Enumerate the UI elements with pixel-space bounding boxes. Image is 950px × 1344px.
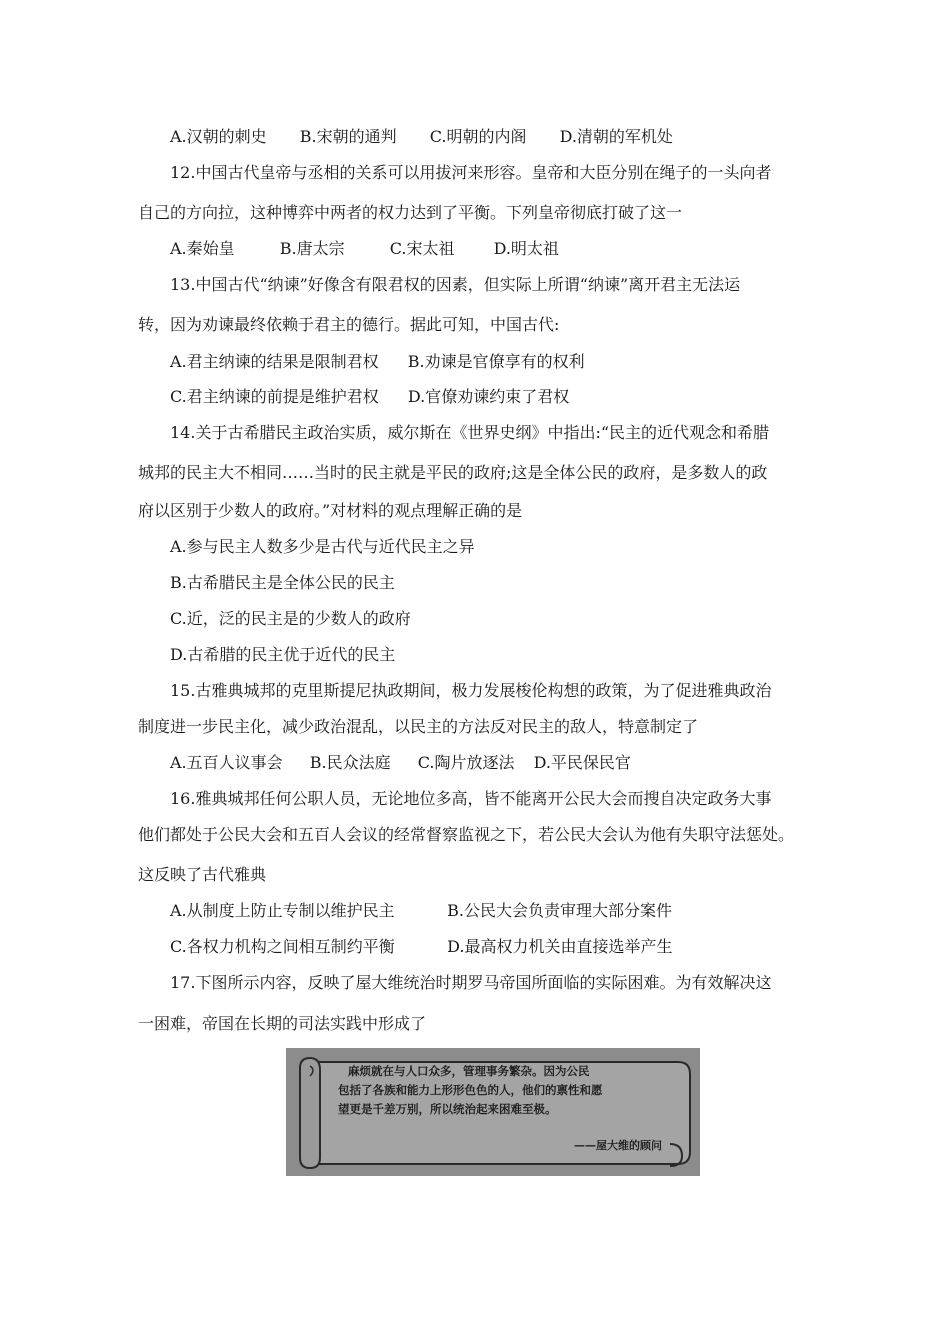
q14-stem-line1: 14.关于古希腊民主政治实质，威尔斯在《世界史纲》中指出:“民主的近代观念和希腊 [170, 423, 770, 442]
q14-stem-line2: 城邦的民主大不相同……当时的民主就是平民的政府;这是全体公民的政府，是多数人的政 [138, 463, 768, 482]
option-b: B.宋朝的通判 [299, 127, 397, 146]
q17-stem-line2: 一困难，帝国在长期的司法实践中形成了 [138, 1014, 427, 1033]
scroll-quote-figure [286, 1048, 700, 1176]
q12-stem-line1: 12.中国古代皇帝与丞相的关系可以用拔河来形容。皇帝和大臣分别在绳子的一头向者 [170, 163, 772, 182]
q13-options-row2 [170, 386, 569, 408]
q13-stem-line2: 转，因为劝谏最终依赖于君主的德行。据此可知，中国古代: [138, 315, 560, 334]
q14-option-a: A.参与民主人数多少是古代与近代民主之异 [170, 537, 475, 556]
q16-stem-line2: 他们都处于公民大会和五百人会议的经常督察监视之下，若公民大会认为他有失职守法惩处。 [138, 825, 795, 844]
option-b: B.劝谏是官僚享有的权利 [407, 352, 585, 371]
scroll-text-line1: 麻烦就在与人口众多，管理事务繁杂。因为公民 [348, 1064, 590, 1078]
option-c: C.陶片放逐法 [417, 753, 515, 772]
option-a: A.从制度上防止专制以维护民主 [170, 901, 395, 920]
q14-stem-line3: 府以区别于少数人的政府。”对材料的观点理解正确的是 [138, 501, 523, 520]
option-d: D.明太祖 [493, 239, 559, 258]
option-b: B.公民大会负责审理大部分案件 [447, 901, 672, 920]
q16-stem-line3: 这反映了古代雅典 [138, 865, 267, 884]
scroll-text-line3: 望更是千差万别，所以统治起来困难至极。 [338, 1102, 557, 1116]
q15-options [170, 752, 631, 774]
q16-options-row1 [170, 900, 672, 922]
option-b: B.唐太宗 [279, 239, 345, 258]
q13-options-row1 [170, 351, 585, 373]
option-b: B.民众法庭 [309, 753, 391, 772]
option-c: C.君主纳谏的前提是维护君权 [170, 387, 379, 406]
q16-stem-line1: 16.雅典城邦任何公职人员，无论地位多高，皆不能离开公民大会而搜自决定政务大事 [170, 789, 772, 808]
option-d: D.最高权力机关由直接选举产生 [447, 937, 673, 956]
option-a: A.五百人议事会 [170, 753, 283, 772]
q14-option-d: D.古希腊的民主优于近代的民主 [170, 645, 396, 664]
option-c: C.各权力机构之间相互制约平衡 [170, 937, 395, 956]
q14-option-c: C.近，泛的民主是的少数人的政府 [170, 609, 411, 628]
option-a: A.秦始皇 [170, 239, 235, 258]
q15-stem-line2: 制度进一步民主化，减少政治混乱，以民主的方法反对民主的敌人，特意制定了 [138, 717, 699, 736]
option-c: C.宋太祖 [389, 239, 455, 258]
option-c: C.明朝的内阁 [429, 127, 527, 146]
option-d: D.清朝的军机处 [559, 127, 673, 146]
q11-options [170, 126, 673, 148]
q17-stem-line1: 17.下图所示内容，反映了屋大维统治时期罗马帝国所面临的实际困难。为有效解决这 [170, 973, 772, 992]
q13-stem-line1: 13.中国古代“纳谏”好像含有限君权的因素，但实际上所谓“纳谏”离开君主无法运 [170, 275, 741, 294]
q12-options [170, 238, 559, 260]
option-d: D.官僚劝谏约束了君权 [407, 387, 570, 406]
q14-option-b: B.古希腊民主是全体公民的民主 [170, 573, 395, 592]
option-a: A.汉朝的刺史 [170, 127, 267, 146]
q16-options-row2 [170, 936, 672, 958]
q12-stem-line2: 自己的方向拉，这种博弈中两者的权力达到了平衡。下列皇帝彻底打破了这一 [138, 203, 683, 222]
scroll-source: ——屋大维的顾问 [574, 1139, 662, 1152]
option-d: D.平民保民官 [533, 753, 631, 772]
q15-stem-line1: 15.古雅典城邦的克里斯提尼执政期间，极力发展梭伦构想的政策，为了促进雅典政治 [170, 681, 772, 700]
option-a: A.君主纳谏的结果是限制君权 [170, 352, 379, 371]
scroll-text-line2: 包括了各族和能力上形形色色的人，他们的禀性和愿 [338, 1083, 603, 1097]
